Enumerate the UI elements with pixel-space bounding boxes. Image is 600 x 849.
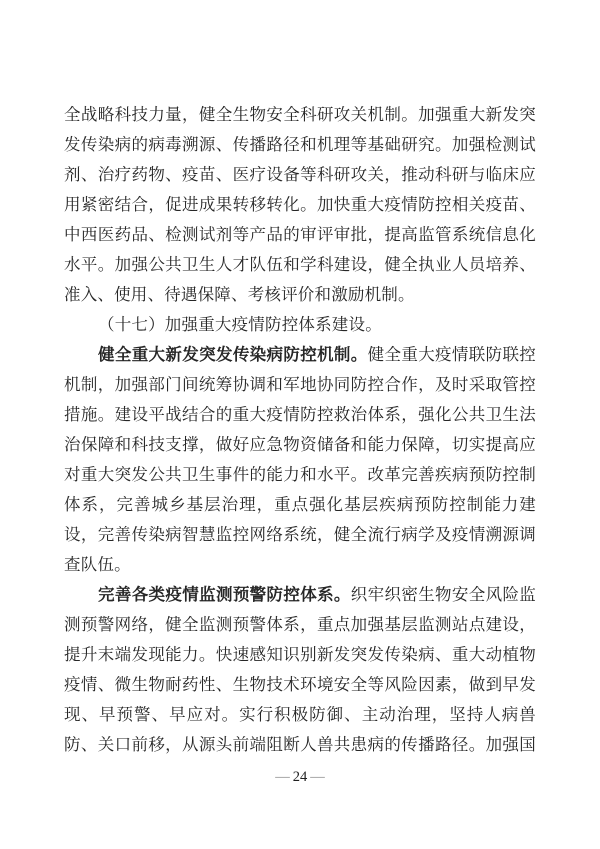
line-text: 水平。加强公共卫生人才队伍和学科建设，健全执业人员培养、 xyxy=(64,255,536,274)
paragraph-lead-bold: 健全重大新发突发传染病防控机制。 xyxy=(98,345,368,364)
line-text: 测预警网络，健全监测预警体系，重点加强基层监测站点建设， xyxy=(64,615,536,634)
line-text: 防、关口前移，从源头前端阻断人兽共患病的传播路径。加强国 xyxy=(64,735,536,754)
line-text: 查队伍。 xyxy=(64,555,131,574)
line-text: 措施。建设平战结合的重大疫情防控救治体系，强化公共卫生法 xyxy=(64,405,536,424)
text-line xyxy=(64,670,536,700)
line-text: 用紧密结合，促进成果转移转化。加快重大疫情防控相关疫苗、 xyxy=(64,195,536,214)
page-number xyxy=(0,766,600,788)
text-line xyxy=(64,370,536,400)
text-line xyxy=(64,460,536,490)
line-text: 健全重大疫情联防联控 xyxy=(367,345,537,364)
line-text: 机制，加强部门间统筹协调和军地协同防控合作，及时采取管控 xyxy=(64,375,536,394)
line-text: 疫情、微生物耐药性、生物技术环境安全等风险因素，做到早发 xyxy=(64,675,536,694)
line-text: 剂、治疗药物、疫苗、医疗设备等科研攻关，推动科研与临床应 xyxy=(64,165,536,184)
text-line xyxy=(64,100,536,130)
text-line xyxy=(64,520,536,550)
text-line xyxy=(64,160,536,190)
page-number-value: 24 xyxy=(292,769,308,785)
text-line xyxy=(64,130,536,160)
line-text: 对重大突发公共卫生事件的能力和水平。改革完善疾病预防控制 xyxy=(64,465,536,484)
line-text: 体系，完善城乡基层治理，重点强化基层疾病预防控制能力建 xyxy=(64,495,536,514)
section-heading xyxy=(64,310,536,340)
text-line xyxy=(64,340,536,370)
text-line xyxy=(64,580,536,610)
line-text: 中西医药品、检测试剂等产品的审评审批，提高监管系统信息化 xyxy=(64,225,536,244)
text-line xyxy=(64,430,536,460)
line-text: 织牢织密生物安全风险监 xyxy=(350,585,537,604)
page-number-dash-right: — xyxy=(310,769,325,785)
text-line xyxy=(64,640,536,670)
text-line xyxy=(64,190,536,220)
line-text: 发传染病的病毒溯源、传播路径和机理等基础研究。加强检测试 xyxy=(64,135,536,154)
line-text: 全战略科技力量，健全生物安全科研攻关机制。加强重大新发突 xyxy=(64,105,536,124)
text-line xyxy=(64,550,536,580)
text-line xyxy=(64,610,536,640)
text-line xyxy=(64,280,536,310)
text-line xyxy=(64,730,536,760)
text-line xyxy=(64,490,536,520)
section-heading-text: （十七）加强重大疫情防控体系建设。 xyxy=(98,315,382,334)
page-number-dash-left: — xyxy=(275,769,290,785)
line-text: 提升末端发现能力。快速感知识别新发突发传染病、重大动植物 xyxy=(64,645,536,664)
paragraph-lead-bold: 完善各类疫情监测预警防控体系。 xyxy=(98,585,351,604)
text-line xyxy=(64,250,536,280)
line-text: 准入、使用、待遇保障、考核评价和激励机制。 xyxy=(64,285,415,304)
text-line xyxy=(64,700,536,730)
line-text: 设，完善传染病智慧监控网络系统，健全流行病学及疫情溯源调 xyxy=(64,525,536,544)
text-line xyxy=(64,400,536,430)
line-text: 现、早预警、早应对。实行积极防御、主动治理，坚持人病兽 xyxy=(64,705,536,724)
text-block xyxy=(64,100,536,760)
line-text: 治保障和科技支撑，做好应急物资储备和能力保障，切实提高应 xyxy=(64,435,536,454)
text-line xyxy=(64,220,536,250)
